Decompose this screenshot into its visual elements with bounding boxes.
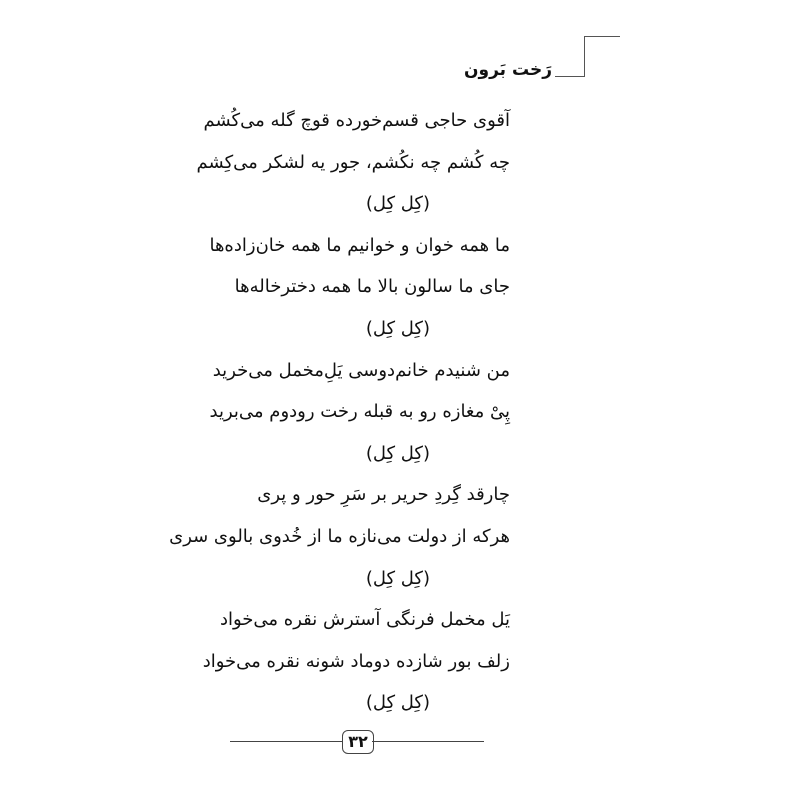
corner-ornament-vertical [584,36,585,77]
poem-line: من شنیدم خانم‌دوسی یَلِ‌مخمل می‌خرید [212,359,510,381]
poem-line: ما همه خوان و خوانیم ما همه خان‌زاده‌ها [209,234,510,256]
poem-refrain: (کِل کِل) [365,193,430,215]
poem-refrain: (کِل کِل) [365,692,430,714]
poem [150,100,510,724]
corner-ornament-top [584,36,620,37]
poem-line: زلف بور شازده دوماد شونه نقره می‌خواد [202,650,510,672]
folio-rule-left [230,741,342,742]
poem-line: یَل مخمل فرنگی آسترش نقره می‌خواد [219,609,510,631]
poem-line: چارقد گِردِ حریر بر سَرِ حور و پری [257,484,510,506]
page-number: ۳۲ [342,730,374,754]
poem-line: چه کُشم چه نکُشم، جور یه لشکر می‌کِشم [196,151,510,173]
folio-rule-right [372,741,484,742]
poem-refrain: (کِل کِل) [365,567,430,589]
poem-refrain: (کِل کِل) [365,442,430,464]
poem-line: جای ما سالون بالا ما همه دخترخاله‌ها [234,276,510,298]
corner-ornament-horizontal [555,76,585,77]
poem-refrain: (کِل کِل) [365,317,430,339]
poem-line: پِیْ مغازه رو به قبله رخت رودوم می‌برید [209,401,510,423]
running-title: رَخت بَرون [464,60,552,80]
poem-line: هرکه از دولت می‌نازه ما از خُدوی بالوی سری [169,525,510,547]
poem-line: آقوی حاجی قسم‌خورده قوچ گله می‌کُشم [203,110,510,131]
